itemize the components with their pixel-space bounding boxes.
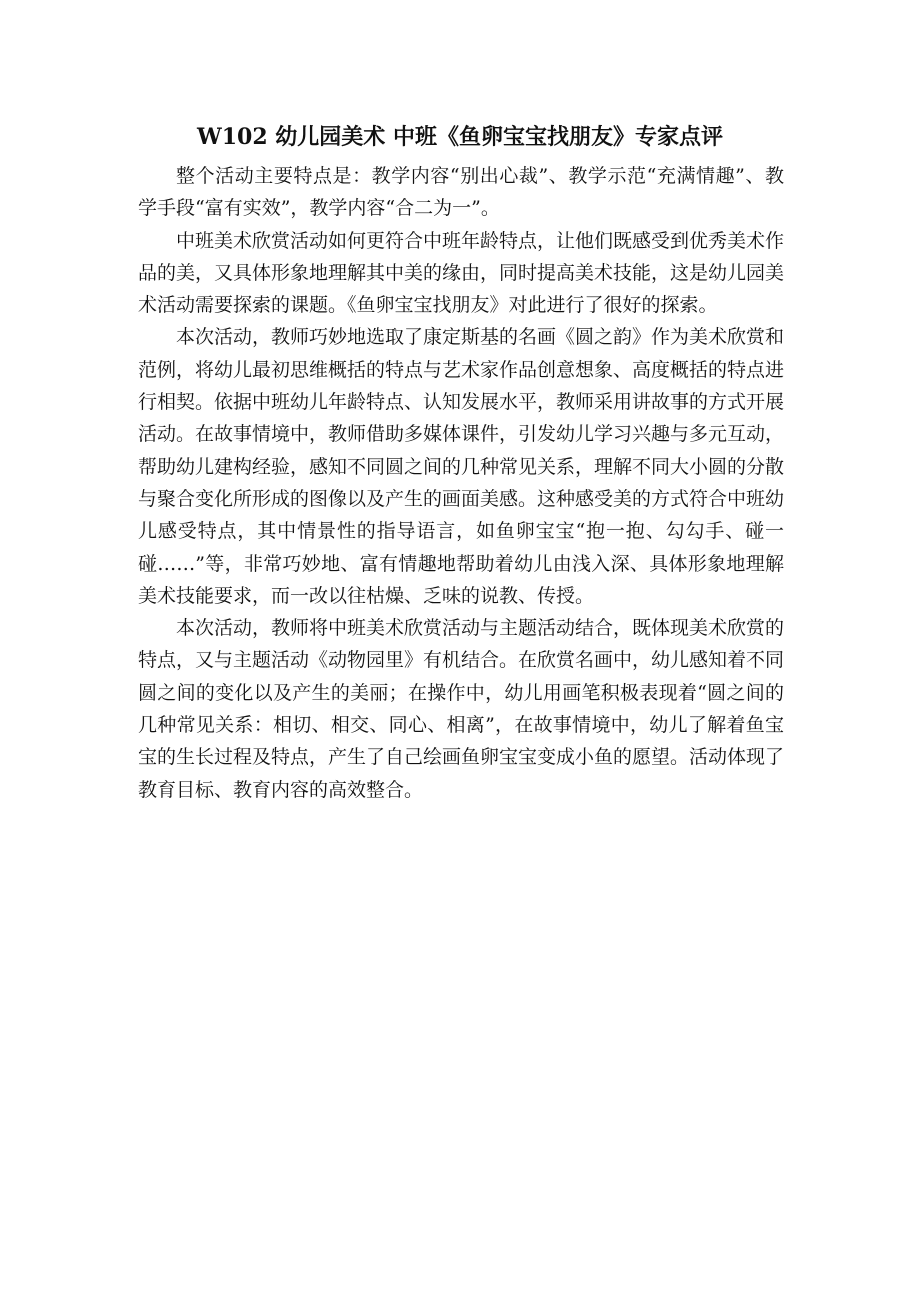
- paragraph-3: 本次活动，教师巧妙地选取了康定斯基的名画《圆之韵》作为美术欣赏和范例，将幼儿最初思维概括的特点与艺术家作品创意想象、高度概括的特点进行相契。依据中班幼儿年龄特点、认知发展水平，教师采用讲故事的方式开展活动。在故事情境中，教师借助多媒体课件，引发幼儿学习兴趣与多元互动，帮助幼儿建构经验，感知不同圆之间的几种常见关系，理解不同大小圆的分散与聚合变化所形成的图像以及产生的画面美感。这种感受美的方式符合中班幼儿感受特点，其中情景性的指导语言，如鱼卵宝宝“抱一抱、勾勾手、碰一碰……”等，非常巧妙地、富有情趣地帮助着幼儿由浅入深、具体形象地理解美术技能要求，而一改以往枯燥、乏味的说教、传授。: [138, 326, 785, 607]
- document-title: W102 幼儿园美术 中班《鱼卵宝宝找朋友》专家点评: [197, 124, 723, 150]
- document-body: [138, 160, 784, 806]
- paragraph-4: 本次活动，教师将中班美术欣赏活动与主题活动结合，既体现美术欣赏的特点，又与主题活动《动物园里》有机结合。在欣赏名画中，幼儿感知着不同圆之间的变化以及产生的美丽；在操作中，幼儿用画笔积极表现着“圆之间的几种常见关系：相切、相交、同心、相离”，在故事情境中，幼儿了解着鱼宝宝的生长过程及特点，产生了自己绘画鱼卵宝宝变成小鱼的愿望。活动体现了教育目标、教育内容的高效整合。: [138, 617, 785, 801]
- paragraph-1: 整个活动主要特点是：教学内容“别出心裁”、教学示范“充满情趣”、教学手段“富有实效”，教学内容“合二为一”。: [138, 165, 784, 220]
- paragraph-2: 中班美术欣赏活动如何更符合中班年龄特点，让他们既感受到优秀美术作品的美，又具体形象地理解其中美的缘由，同时提高美术技能，这是幼儿园美术活动需要探索的课题。《鱼卵宝宝找朋友》对此进行了很好的探索。: [138, 229, 785, 317]
